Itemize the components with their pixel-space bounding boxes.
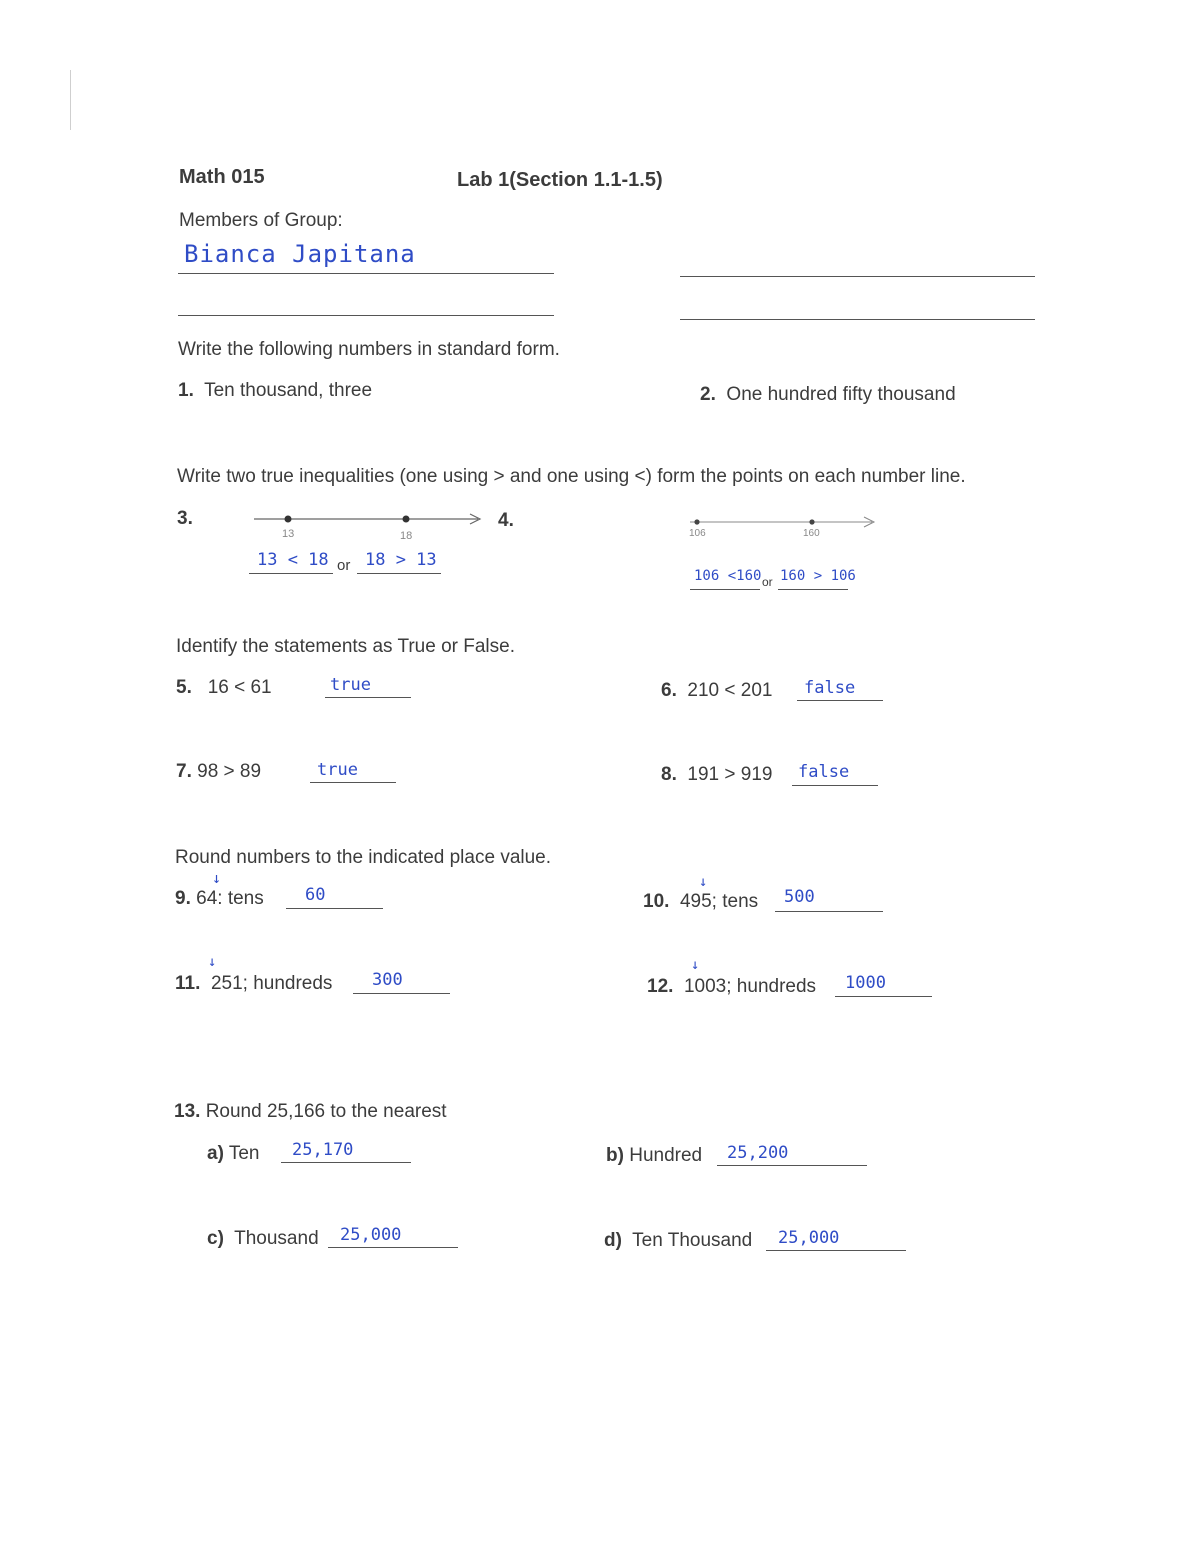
answer-line-4b[interactable]: [778, 589, 848, 590]
answer-line-3b[interactable]: [357, 573, 441, 574]
member-line-3[interactable]: [178, 315, 554, 316]
answer-5: true: [330, 675, 371, 695]
answer-line-8[interactable]: [792, 785, 878, 786]
question-number: 7.: [176, 761, 192, 782]
members-label: Members of Group:: [179, 210, 343, 231]
answer-13c: 25,000: [340, 1225, 402, 1245]
part-label: c): [207, 1228, 224, 1249]
answer-line-5[interactable]: [325, 697, 411, 698]
answer-6: false: [804, 678, 856, 698]
question-3-number: 3.: [177, 508, 193, 529]
part-text: Hundred: [629, 1145, 703, 1166]
question-6: [661, 680, 772, 702]
arrow-mark-9: ↓: [212, 869, 222, 887]
tick-label-160: 160: [803, 528, 820, 539]
question-13a: [207, 1143, 259, 1165]
standard-form-instruction: Write the following numbers in standard form.: [178, 339, 560, 360]
question-9: [175, 888, 264, 910]
question-number: 1.: [178, 380, 194, 401]
point-18: [403, 516, 410, 523]
member-line-4[interactable]: [680, 319, 1035, 320]
answer-8: false: [798, 762, 850, 782]
answer-line-13c[interactable]: [328, 1247, 458, 1248]
scan-margin-mark: [70, 70, 71, 130]
part-text: Ten Thousand: [632, 1230, 753, 1251]
answer-line-13b[interactable]: [717, 1165, 867, 1166]
question-text: 210 < 201: [687, 680, 773, 701]
question-number: 12.: [647, 976, 674, 997]
answer-13a: 25,170: [292, 1140, 354, 1160]
or-label-4: or: [762, 575, 773, 589]
tick-label-13: 13: [282, 528, 295, 540]
point-106: [694, 519, 699, 524]
question-1: [178, 380, 372, 402]
answer-line-13d[interactable]: [766, 1250, 906, 1251]
question-12: [647, 976, 816, 998]
part-label: d): [604, 1230, 622, 1251]
question-text: Ten thousand, three: [204, 380, 373, 401]
answer-line-10[interactable]: [775, 911, 883, 912]
number-line-3: [250, 510, 490, 530]
question-text: One hundred fifty thousand: [726, 384, 956, 405]
answer-line-3a[interactable]: [249, 573, 333, 574]
question-text: 191 > 919: [687, 764, 773, 785]
answer-11: 300: [372, 970, 403, 990]
lab-title: Lab 1(Section 1.1-1.5): [457, 169, 663, 191]
answer-line-7[interactable]: [310, 782, 396, 783]
tick-label-18: 18: [400, 530, 413, 542]
answer-line-4a[interactable]: [690, 589, 760, 590]
tick-label-106: 106: [689, 528, 706, 539]
answer-4b: 160 > 106: [780, 568, 856, 584]
number-line-4: [688, 513, 880, 533]
answer-10: 500: [784, 887, 815, 907]
question-number: 2.: [700, 384, 716, 405]
question-number: 11.: [175, 973, 201, 994]
question-13d: [604, 1230, 752, 1252]
answer-line-12[interactable]: [835, 996, 932, 997]
question-7: [176, 761, 261, 783]
question-8: [661, 764, 772, 786]
question-number: 10.: [643, 891, 670, 912]
answer-3b: 18 > 13: [365, 550, 437, 570]
question-text: 495; tens: [679, 891, 759, 912]
member-line-2[interactable]: [680, 276, 1035, 277]
question-number: 5.: [176, 677, 192, 698]
answer-7: true: [317, 760, 358, 780]
part-label: b): [606, 1145, 624, 1166]
question-2: [700, 384, 956, 406]
answer-13b: 25,200: [727, 1143, 789, 1163]
question-text: 16 < 61: [207, 677, 272, 698]
part-label: a): [207, 1143, 224, 1164]
arrow-mark-10: ↓: [699, 874, 708, 890]
question-number: 13.: [174, 1101, 201, 1122]
question-13b: [606, 1145, 702, 1167]
question-number: 9.: [175, 888, 191, 909]
answer-line-11[interactable]: [353, 993, 450, 994]
rounding-instruction: Round numbers to the indicated place value.: [175, 847, 552, 868]
part-text: Ten: [228, 1143, 260, 1164]
question-text: Round 25,166 to the nearest: [205, 1101, 447, 1122]
question-11: [175, 973, 332, 995]
question-text: 251; hundreds: [210, 973, 333, 994]
question-5: [176, 677, 272, 699]
point-13: [285, 516, 292, 523]
question-13: [174, 1101, 447, 1123]
inequalities-instruction: Write two true inequalities (one using > and one using <) form the points on each number line.: [177, 466, 966, 487]
question-number: 6.: [661, 680, 677, 701]
question-10: [643, 891, 758, 913]
member-name-1: Bianca Japitana: [184, 240, 416, 268]
question-text: 98 > 89: [197, 761, 262, 782]
question-text: 1003; hundreds: [683, 976, 817, 997]
part-text: Thousand: [234, 1228, 319, 1249]
answer-line-13a[interactable]: [281, 1162, 411, 1163]
member-line-1[interactable]: [178, 273, 554, 274]
arrow-mark-12: ↓: [691, 957, 700, 973]
or-label-3: or: [337, 557, 351, 574]
answer-line-9[interactable]: [286, 908, 383, 909]
question-4-number: 4.: [498, 510, 514, 531]
question-text: 64: tens: [196, 888, 264, 909]
answer-3a: 13 < 18: [257, 550, 329, 570]
course-title: Math 015: [179, 166, 265, 188]
answer-12: 1000: [845, 973, 886, 993]
answer-4a: 106 <160: [694, 568, 762, 584]
answer-line-6[interactable]: [797, 700, 883, 701]
true-false-instruction: Identify the statements as True or False.: [176, 636, 515, 657]
answer-9: 60: [305, 885, 326, 905]
question-13c: [207, 1228, 319, 1250]
question-number: 8.: [661, 764, 677, 785]
point-160: [809, 519, 814, 524]
answer-13d: 25,000: [778, 1228, 840, 1248]
arrow-mark-11: ↓: [208, 954, 217, 970]
